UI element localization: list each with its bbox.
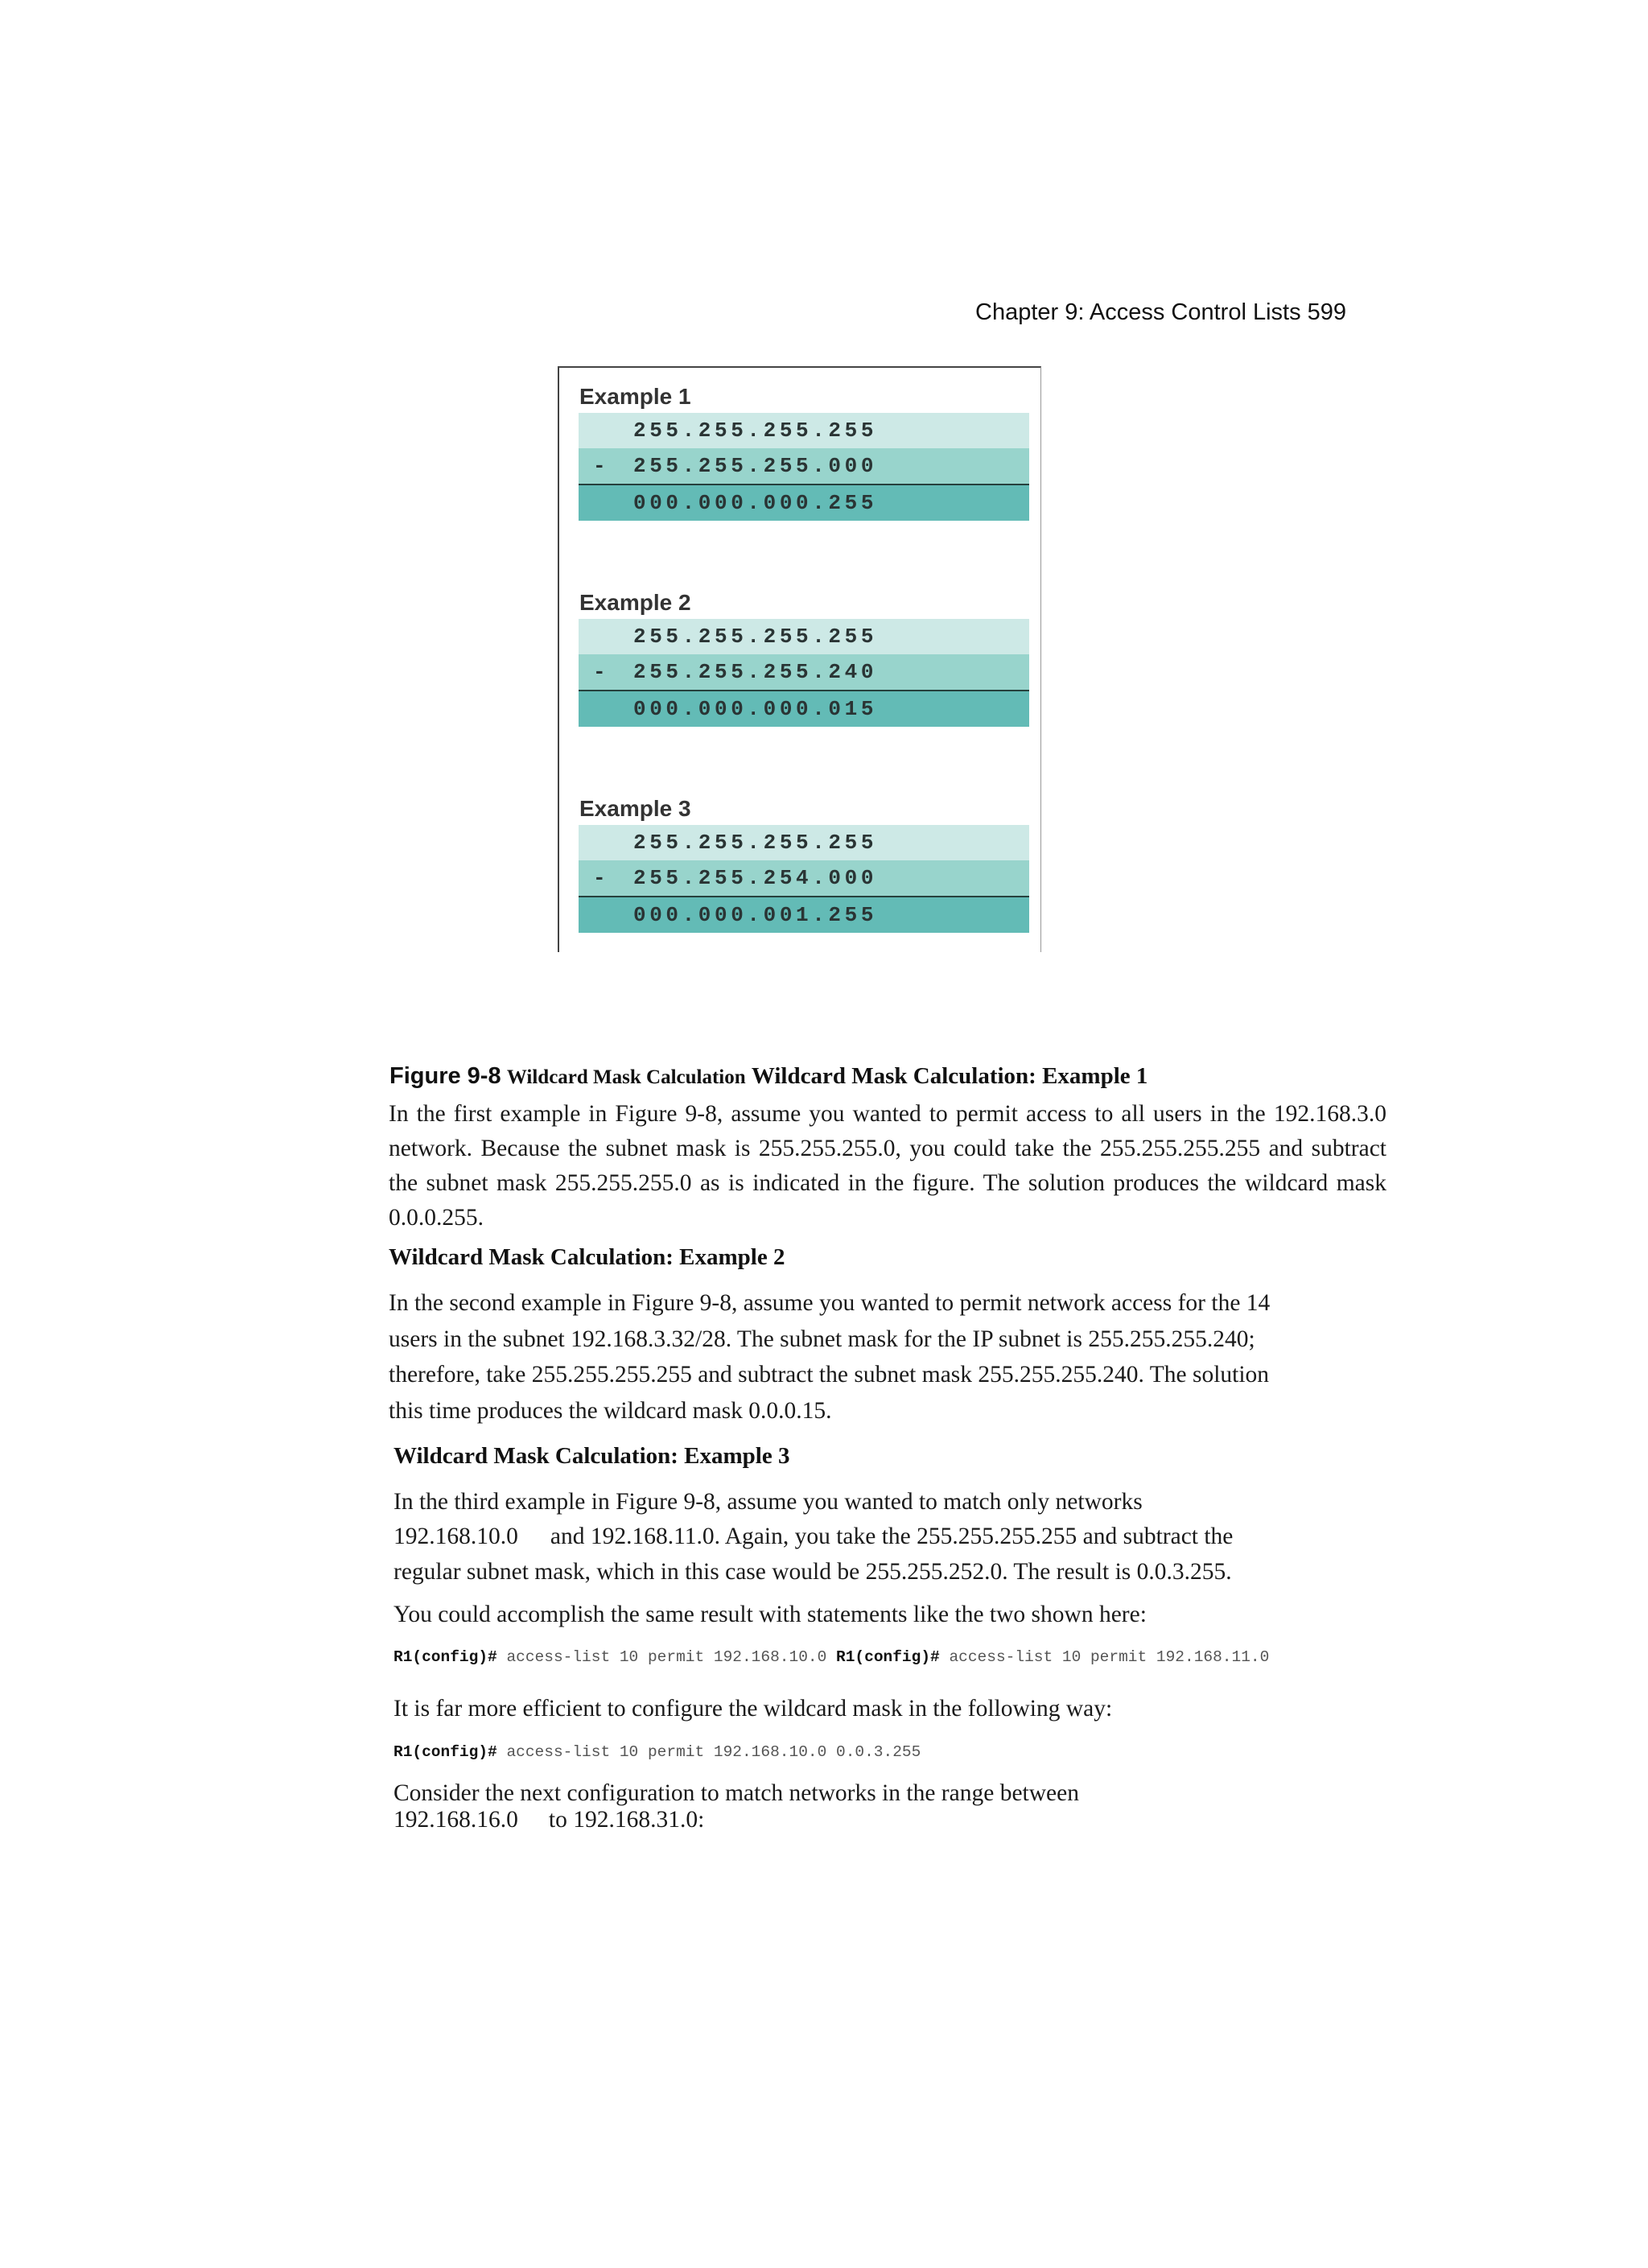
mask-value: 255.255.255.255 [633, 831, 878, 855]
paragraph-line: 192.168.10.0 and 192.168.11.0. Again, you take the 255.255.255.255 and subtract the [393, 1524, 1234, 1549]
running-head: Chapter 9: Access Control Lists 599 [975, 299, 1347, 325]
mask-value: 255.255.255.255 [633, 625, 878, 649]
result-row [579, 897, 1029, 933]
mask-value: 000.000.000.255 [633, 491, 878, 515]
mask-row [579, 654, 1029, 691]
mask-row [579, 448, 1029, 485]
figure-title: Wildcard Mask Calculation [506, 1066, 746, 1088]
section-heading-example-3: Wildcard Mask Calculation: Example 3 [393, 1443, 790, 1469]
paragraph-line: 192.168.16.0 to 192.168.31.0: [393, 1807, 705, 1833]
cli-prompt: R1(config)# [393, 1648, 497, 1666]
mask-value: 000.000.000.015 [633, 697, 878, 721]
paragraph-line: regular subnet mask, which in this case would be 255.255.252.0. The result is 0.0.3.255. [393, 1559, 1232, 1585]
code-block-wildcard [393, 1743, 921, 1761]
paragraph-line: users in the subnet 192.168.3.32/28. The subnet mask for the IP subnet is 255.255.255.240; [389, 1326, 1255, 1352]
minus-sign: - [593, 660, 606, 684]
minus-sign: - [593, 866, 606, 890]
paragraph-line: You could accomplish the same result with statements like the two shown here: [393, 1602, 1147, 1627]
result-row [579, 691, 1029, 727]
mask-row [579, 825, 1029, 860]
mask-value: 255.255.255.255 [633, 419, 878, 443]
section-heading-example-2: Wildcard Mask Calculation: Example 2 [389, 1244, 785, 1270]
cli-prompt: R1(config)# [393, 1743, 497, 1761]
example-1 [579, 381, 1029, 521]
example-title: Example 1 [579, 384, 691, 409]
network-address: 192.168.10.0 [393, 1524, 518, 1549]
minus-sign: - [593, 454, 606, 478]
cli-prompt: R1(config)# [836, 1648, 940, 1666]
paragraph-line: In the third example in Figure 9-8, assume you wanted to match only networks [393, 1489, 1143, 1515]
cli-command: access-list 10 permit 192.168.11.0 [949, 1648, 1270, 1666]
section-heading-example-1: Wildcard Mask Calculation: Example 1 [751, 1063, 1148, 1089]
figure-caption [389, 1063, 1147, 1090]
example-2 [579, 587, 1029, 727]
code-block-two-statements [393, 1648, 1269, 1666]
mask-value: 000.000.001.255 [633, 903, 878, 927]
example-title: Example 3 [579, 796, 691, 821]
figure-label: Figure 9-8 [389, 1063, 501, 1089]
cli-command: access-list 10 permit 192.168.10.0 [506, 1648, 827, 1666]
wildcard-mask-figure [558, 366, 1041, 952]
example-title: Example 2 [579, 590, 691, 615]
paragraph-line: In the second example in Figure 9-8, assume you wanted to permit network access for the 14 [389, 1290, 1271, 1316]
mask-row [579, 619, 1029, 654]
mask-value: 255.255.255.240 [633, 660, 878, 684]
example-3 [579, 793, 1029, 933]
network-address: 192.168.16.0 [393, 1807, 518, 1833]
paragraph-line: It is far more efficient to configure the wildcard mask in the following way: [393, 1696, 1113, 1722]
paragraph-line: therefore, take 255.255.255.255 and subtract the subnet mask 255.255.255.240. The solution [389, 1362, 1270, 1388]
paragraph-example-1: In the first example in Figure 9-8, assume you wanted to permit access to all users in the 192.168.3.0 network. Because the subnet mask is 255.255.255.0, you could take the 255.255.255.255 and subtract the subnet mask 255.255.255.0 as is indicated in the figure. The solution produces the wildcard mask 0.0.0.255. [389, 1101, 1386, 1231]
paragraph-line: this time produces the wildcard mask 0.0.0.15. [389, 1398, 832, 1424]
mask-value: 255.255.255.000 [633, 454, 878, 478]
paragraph-line: Consider the next configuration to match networks in the range between [393, 1780, 1079, 1806]
mask-row [579, 860, 1029, 897]
result-row [579, 485, 1029, 521]
mask-row [579, 413, 1029, 448]
cli-command: access-list 10 permit 192.168.10.0 0.0.3.255 [506, 1743, 921, 1761]
mask-value: 255.255.254.000 [633, 866, 878, 890]
